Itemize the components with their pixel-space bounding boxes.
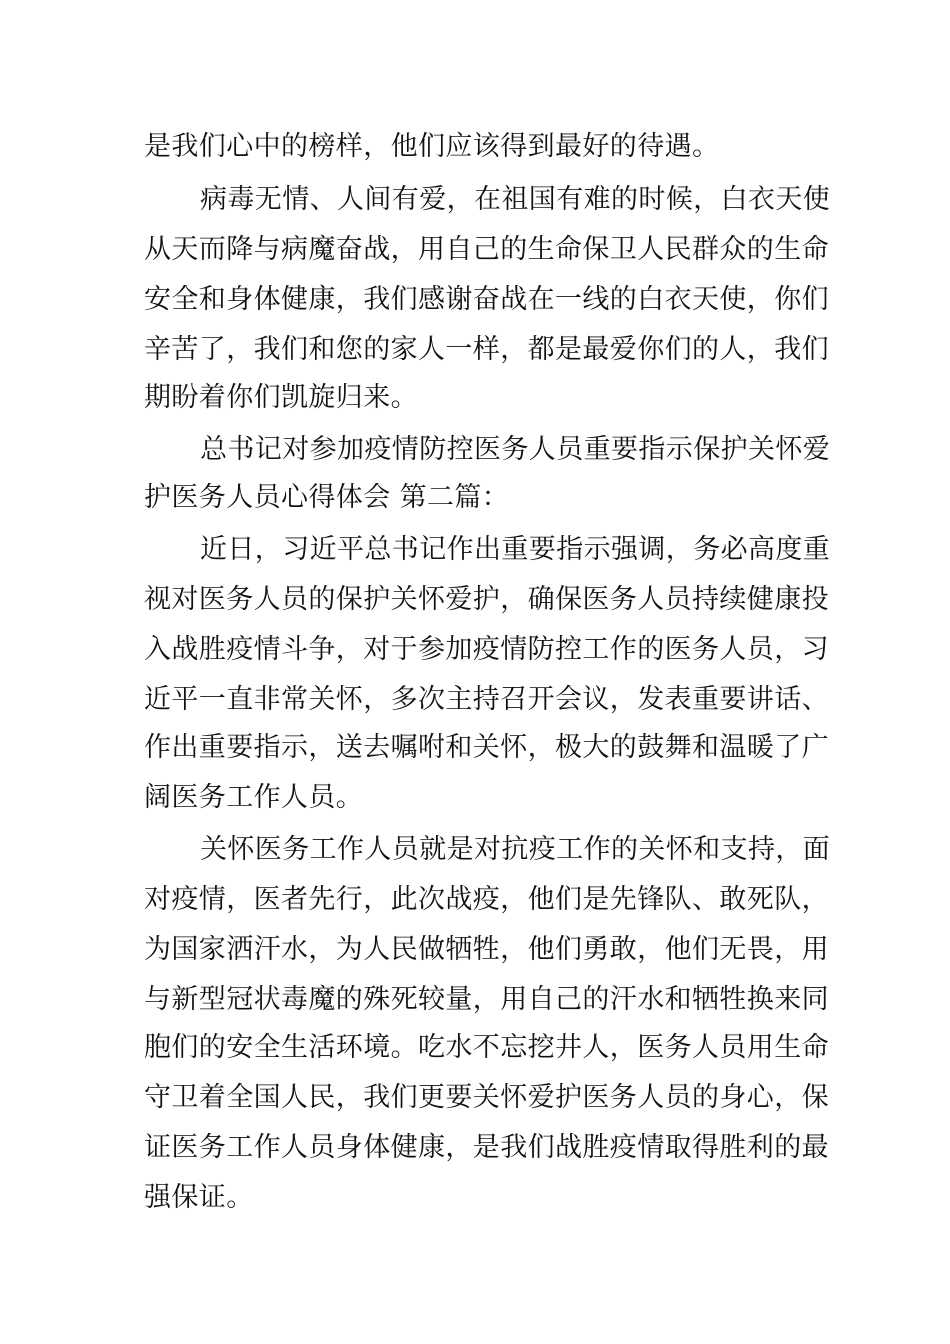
paragraph-first-line: 关怀医务工作人员就是对抗疫工作的关怀和支持，面 — [200, 834, 831, 865]
text-line: 为国家洒汗水，为人民做牺牲，他们勇敢，他们无畏，用 — [144, 934, 829, 965]
paragraph-first-line: 近日，习近平总书记作出重要指示强调，务必高度重 — [200, 534, 831, 565]
text-line: 阔医务工作人员。 — [144, 782, 364, 813]
text-line: 证医务工作人员身体健康，是我们战胜疫情取得胜利的最 — [144, 1132, 829, 1163]
text-line: 近平一直非常关怀，多次主持召开会议，发表重要讲话、 — [144, 684, 829, 715]
text-line: 入战胜疫情斗争，对于参加疫情防控工作的医务人员，习 — [144, 634, 829, 665]
text-line: 强保证。 — [144, 1182, 254, 1213]
text-line: 对疫情，医者先行，此次战疫，他们是先锋队、敢死队， — [144, 884, 829, 915]
paragraph-first-line: 病毒无情、人间有爱，在祖国有难的时候，白衣天使 — [200, 184, 831, 215]
section-heading-line: 护医务人员心得体会 第二篇： — [144, 482, 510, 513]
text-line: 期盼着你们凯旋归来。 — [144, 382, 418, 413]
section-heading-line: 总书记对参加疫情防控医务人员重要指示保护关怀爱 — [200, 434, 831, 465]
text-line: 视对医务人员的保护关怀爱护，确保医务人员持续健康投 — [144, 584, 829, 615]
text-line: 作出重要指示，送去嘱咐和关怀，极大的鼓舞和温暖了广 — [144, 732, 829, 763]
text-line: 与新型冠状毒魔的殊死较量，用自己的汗水和牺牲换来同 — [144, 984, 829, 1015]
text-line: 安全和身体健康，我们感谢奋战在一线的白衣天使，你们 — [144, 284, 829, 315]
text-line: 胞们的安全生活环境。吃水不忘挖井人，医务人员用生命 — [144, 1032, 829, 1063]
text-line: 守卫着全国人民，我们更要关怀爱护医务人员的身心，保 — [144, 1082, 829, 1113]
text-line: 从天而降与病魔奋战，用自己的生命保卫人民群众的生命 — [144, 234, 829, 265]
text-line: 辛苦了，我们和您的家人一样，都是最爱你们的人，我们 — [144, 334, 829, 365]
text-line: 是我们心中的榜样，他们应该得到最好的待遇。 — [144, 131, 720, 162]
